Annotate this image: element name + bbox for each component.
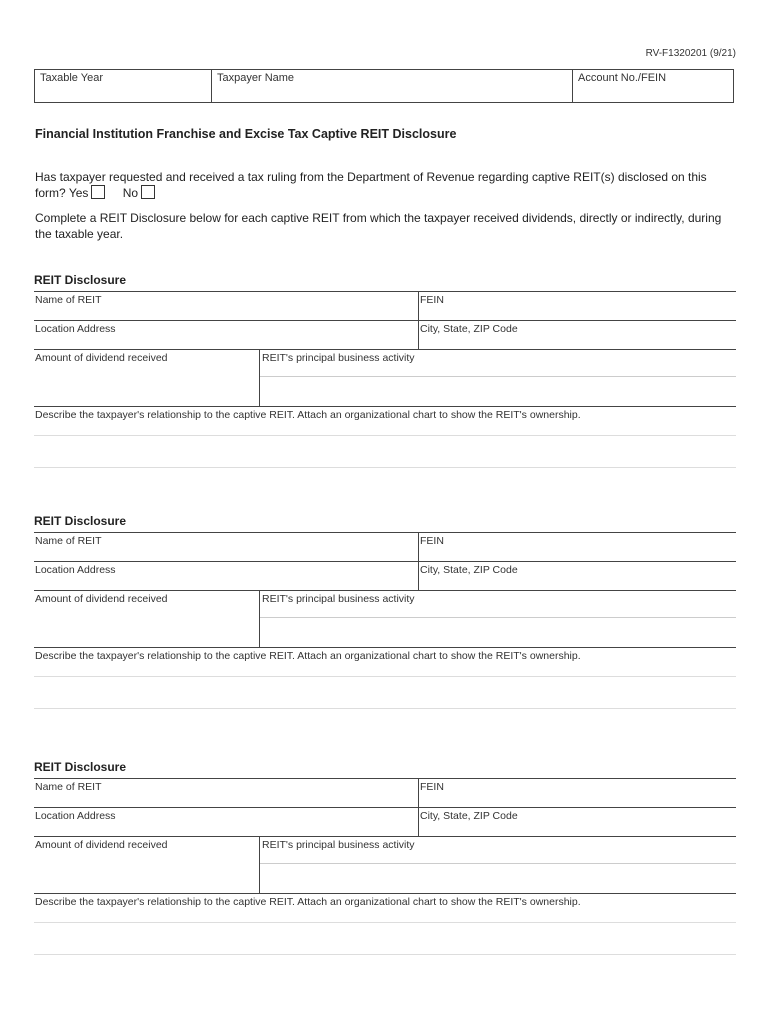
relationship-input-line[interactable] <box>34 436 736 468</box>
location-address-field[interactable] <box>34 562 418 590</box>
row-name-fein <box>34 532 736 561</box>
row-dividend-activity <box>34 590 736 648</box>
row-dividend-activity <box>34 349 736 407</box>
relationship-input-line[interactable] <box>34 923 736 955</box>
section-title: REIT Disclosure <box>34 514 127 528</box>
name-of-reit-label: Name of REIT <box>35 294 102 306</box>
no-checkbox[interactable] <box>141 185 155 199</box>
location-address-label: Location Address <box>35 323 116 335</box>
form-title: Financial Institution Franchise and Excise Tax Captive REIT Disclosure <box>35 127 457 141</box>
fein-label: FEIN <box>420 535 444 547</box>
reit-disclosure-section-1 <box>34 273 736 468</box>
ruling-question <box>35 169 735 201</box>
fein-field[interactable] <box>418 779 736 807</box>
fein-label: FEIN <box>420 294 444 306</box>
principal-activity-field[interactable] <box>260 350 736 406</box>
amount-dividend-label: Amount of dividend received <box>35 839 168 851</box>
ruling-question-text: Has taxpayer requested and received a tax ruling from the Department of Revenue regarding captive REIT(s) disclosed on this form? <box>35 170 707 200</box>
row-address <box>34 320 736 349</box>
principal-activity-field[interactable] <box>260 837 736 893</box>
name-of-reit-field[interactable] <box>34 533 418 561</box>
principal-activity-label: REIT's principal business activity <box>260 350 736 377</box>
section-title: REIT Disclosure <box>34 760 127 774</box>
reit-disclosure-section-2 <box>34 514 736 709</box>
city-state-zip-field[interactable] <box>418 808 736 836</box>
principal-activity-field[interactable] <box>260 591 736 647</box>
form-code: RV-F1320201 (9/21) <box>645 48 736 59</box>
city-state-zip-label: City, State, ZIP Code <box>420 323 518 335</box>
account-no-label: Account No./FEIN <box>578 72 667 84</box>
yes-checkbox[interactable] <box>91 185 105 199</box>
amount-dividend-field[interactable] <box>34 837 260 893</box>
fein-field[interactable] <box>418 533 736 561</box>
location-address-field[interactable] <box>34 321 418 349</box>
principal-activity-label: REIT's principal business activity <box>260 837 736 864</box>
row-address <box>34 807 736 836</box>
city-state-zip-label: City, State, ZIP Code <box>420 564 518 576</box>
row-dividend-activity <box>34 836 736 894</box>
header-box <box>34 69 734 103</box>
location-address-label: Location Address <box>35 564 116 576</box>
relationship-description: Describe the taxpayer's relationship to the captive REIT. Attach an organizational chart to show the REIT's ownership. <box>34 648 736 677</box>
amount-dividend-field[interactable] <box>34 350 260 406</box>
section-title: REIT Disclosure <box>34 273 127 287</box>
location-address-label: Location Address <box>35 810 116 822</box>
amount-dividend-label: Amount of dividend received <box>35 593 168 605</box>
taxable-year-field[interactable] <box>35 70 212 102</box>
amount-dividend-field[interactable] <box>34 591 260 647</box>
relationship-description: Describe the taxpayer's relationship to the captive REIT. Attach an organizational chart to show the REIT's ownership. <box>34 894 736 923</box>
fein-field[interactable] <box>418 292 736 320</box>
name-of-reit-label: Name of REIT <box>35 535 102 547</box>
reit-disclosure-section-3 <box>34 760 736 955</box>
row-address <box>34 561 736 590</box>
location-address-field[interactable] <box>34 808 418 836</box>
taxpayer-name-field[interactable] <box>212 70 573 102</box>
city-state-zip-field[interactable] <box>418 562 736 590</box>
city-state-zip-label: City, State, ZIP Code <box>420 810 518 822</box>
name-of-reit-field[interactable] <box>34 292 418 320</box>
instruction-text: Complete a REIT Disclosure below for each captive REIT from which the taxpayer received dividends, directly or indirectly, during the taxable year. <box>35 211 722 241</box>
relationship-input-line[interactable] <box>34 677 736 709</box>
row-name-fein <box>34 291 736 320</box>
yes-label: Yes <box>68 186 89 200</box>
principal-activity-label: REIT's principal business activity <box>260 591 736 618</box>
name-of-reit-label: Name of REIT <box>35 781 102 793</box>
name-of-reit-field[interactable] <box>34 779 418 807</box>
relationship-description: Describe the taxpayer's relationship to the captive REIT. Attach an organizational chart to show the REIT's ownership. <box>34 407 736 436</box>
account-no-field[interactable] <box>573 70 733 102</box>
taxpayer-name-label: Taxpayer Name <box>217 72 295 84</box>
row-name-fein <box>34 778 736 807</box>
fein-label: FEIN <box>420 781 444 793</box>
taxable-year-label: Taxable Year <box>40 72 103 84</box>
amount-dividend-label: Amount of dividend received <box>35 352 168 364</box>
no-label: No <box>122 186 139 200</box>
city-state-zip-field[interactable] <box>418 321 736 349</box>
